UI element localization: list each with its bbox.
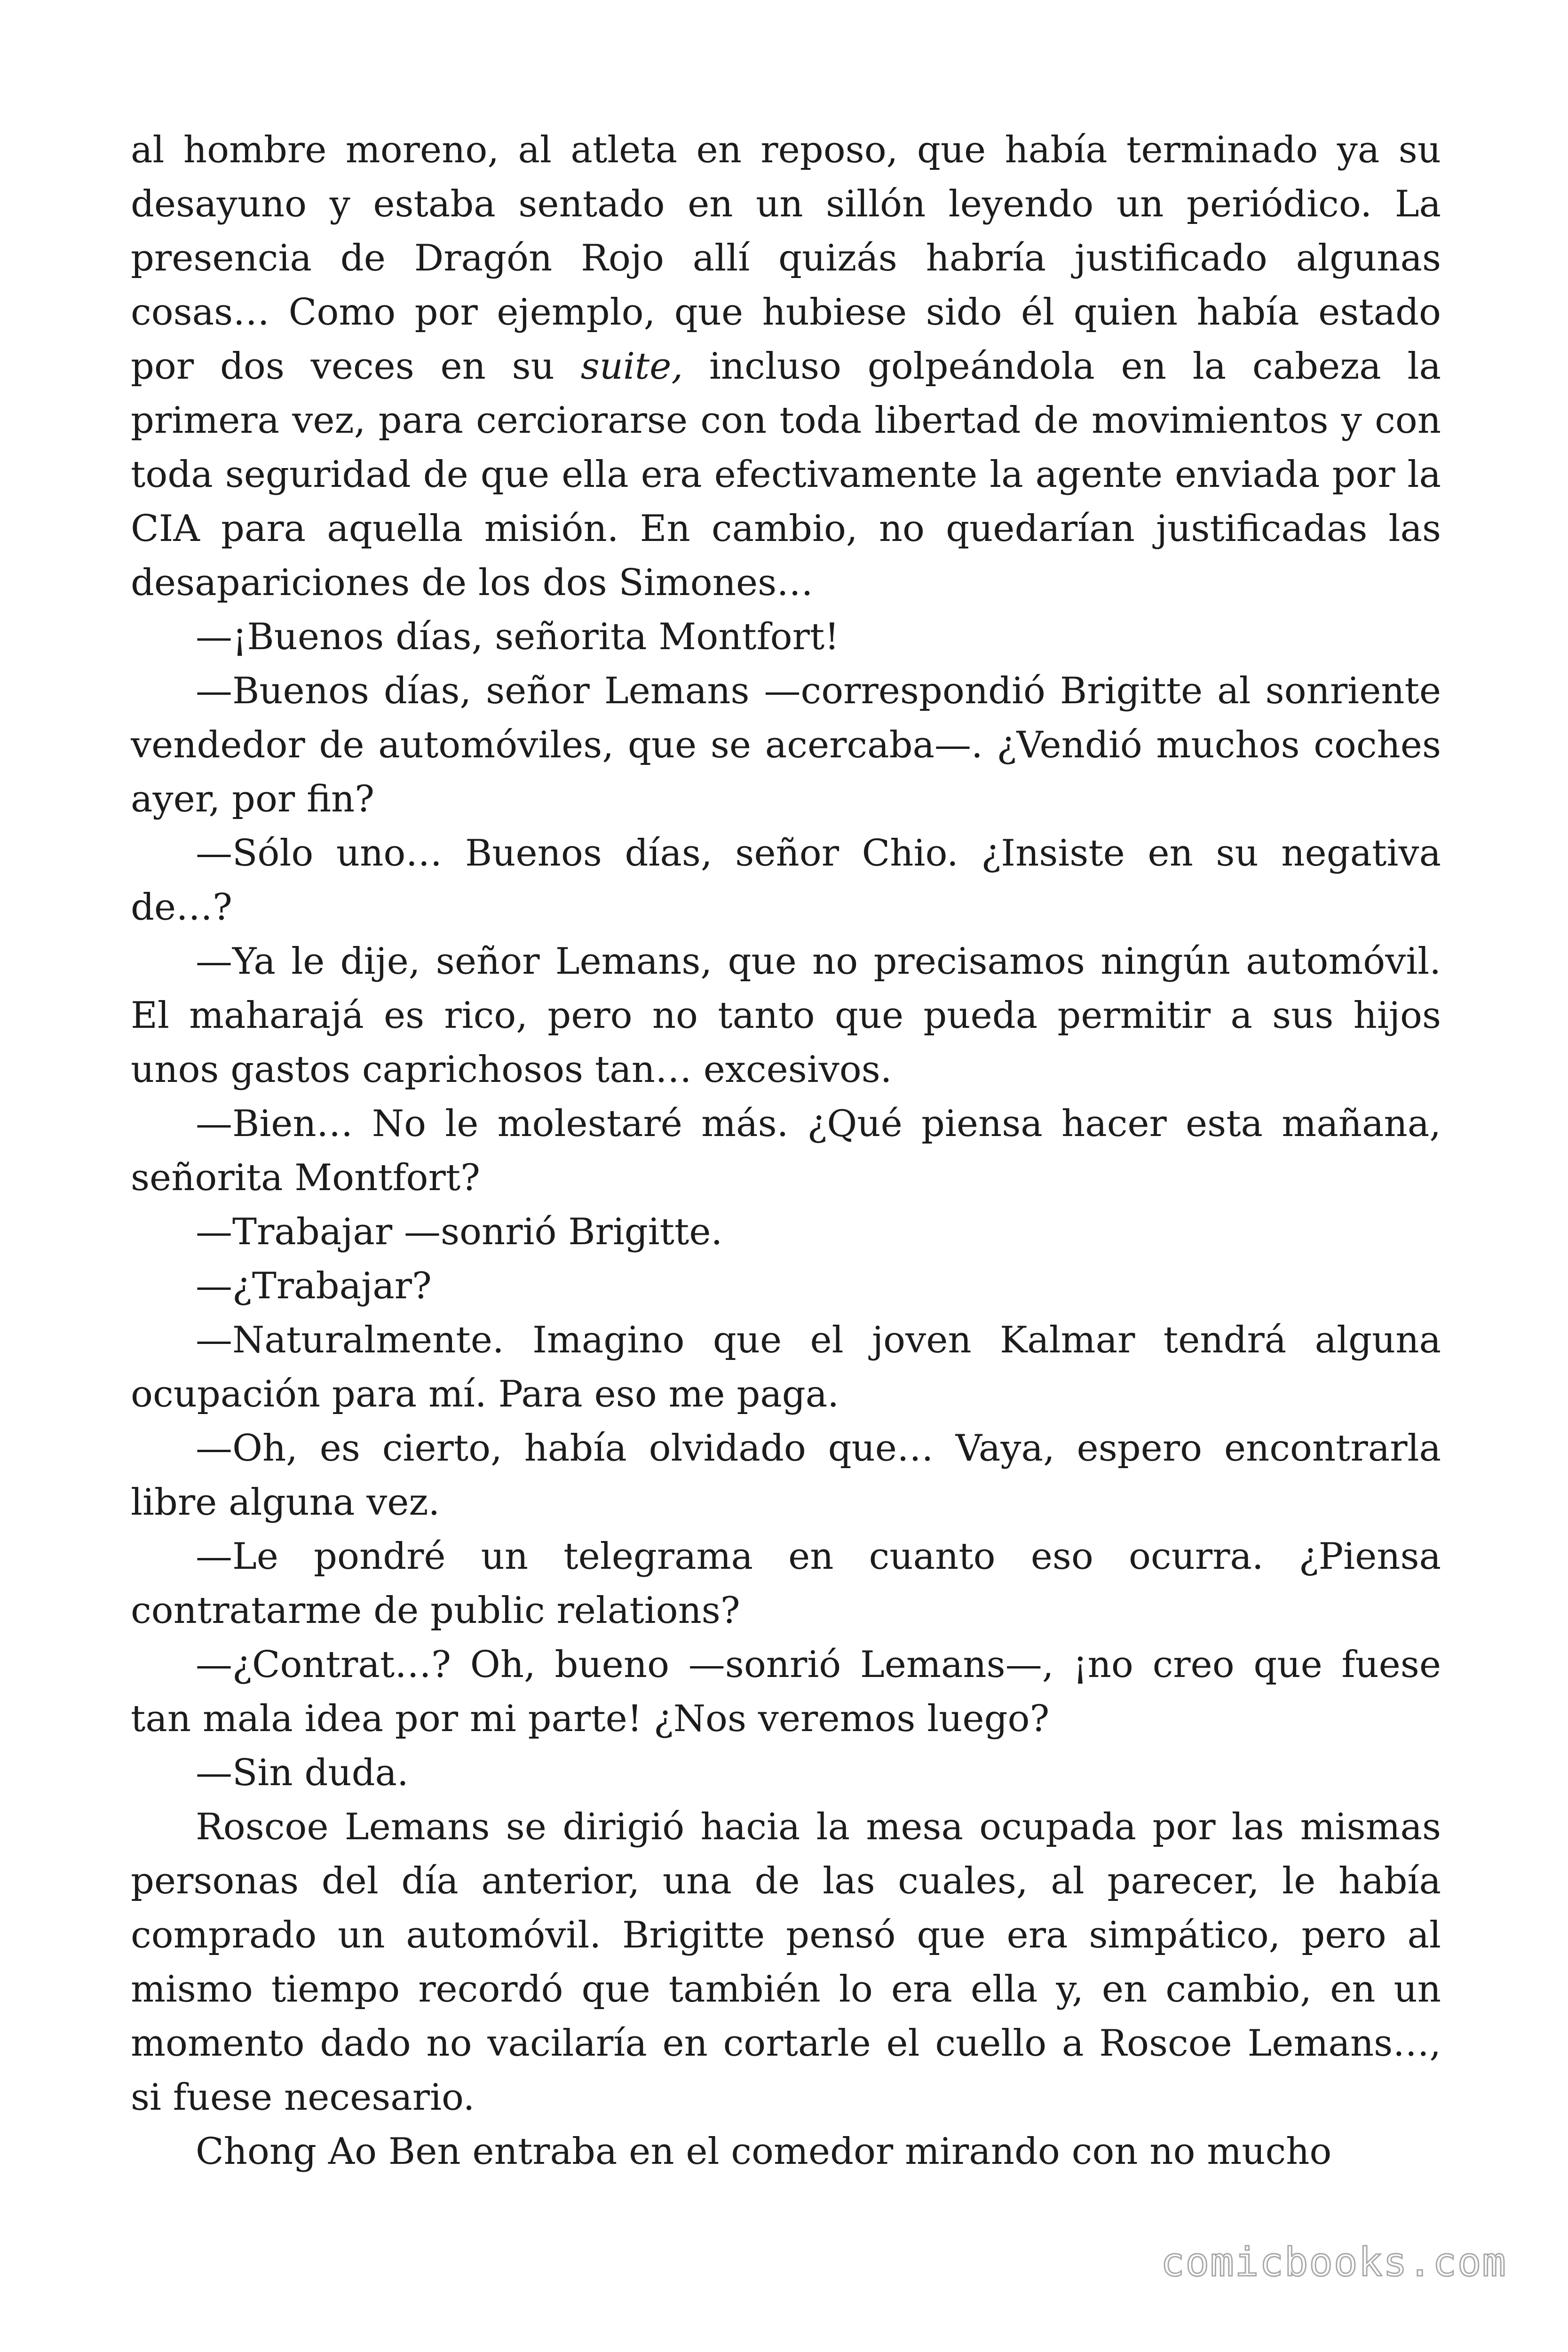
paragraph-1-text-cont: incluso golpeándola en la cabeza la primera vez, para cerciorarse con toda libertad de movimientos y con toda seguridad de que ella era efectivamente la agente enviada por la CIA para aquella misión. En cambio, no quedarían justificadas las desapariciones de los dos Simones…: [131, 345, 1441, 604]
paragraph-6: —Bien… No le molestaré más. ¿Qué piensa hacer esta mañana, señorita Montfort?: [131, 1103, 1441, 1199]
paragraph-8: —¿Trabajar?: [196, 1265, 432, 1307]
paragraph-10: —Oh, es cierto, había olvidado que… Vaya, espero encontrarla libre alguna vez.: [131, 1427, 1441, 1524]
paragraph-12: —¿Contrat…? Oh, bueno —sonrió Lemans—, ¡no creo que fuese tan mala idea por mi parte! ¿Nos veremos luego?: [131, 1644, 1441, 1740]
paragraph-13: —Sin duda.: [196, 1752, 409, 1794]
paragraph-4: —Sólo uno… Buenos días, señor Chio. ¿Insiste en su negativa de…?: [131, 832, 1441, 929]
paragraph-2: —¡Buenos días, señorita Montfort!: [196, 616, 839, 658]
italic-suite: suite,: [580, 345, 683, 388]
paragraph-1-text: al hombre moreno, al atleta en reposo, que había terminado ya su desayuno y estaba sentado en un sillón leyendo un periódico. La presencia de Dragón Rojo allí quizás habría justificado algunas cosas… Como por ejemplo, que hubiese sido él quien había estado por dos veces en su: [131, 129, 1441, 388]
paragraph-9: —Naturalmente. Imagino que el joven Kalmar tendrá alguna ocupación para mí. Para eso me paga.: [131, 1319, 1441, 1415]
watermark: comicbooks.com: [1160, 2239, 1507, 2285]
paragraph-1: [131, 123, 1441, 610]
paragraph-15: Chong Ao Ben entraba en el comedor mirando con no mucho: [196, 2130, 1332, 2173]
paragraph-14: Roscoe Lemans se dirigió hacia la mesa ocupada por las mismas personas del día anterior, una de las cuales, al parecer, le había comprado un automóvil. Brigitte pensó que era simpático, pero al mismo tiempo recordó que también lo era ella y, en cambio, en un momento dado no vacilaría en cortarle el cuello a Roscoe Lemans…, si fuese necesario.: [131, 1806, 1441, 2119]
paragraph-7: —Trabajar —sonrió Brigitte.: [196, 1211, 723, 1253]
book-page: [131, 123, 1441, 2179]
paragraph-11: —Le pondré un telegrama en cuanto eso ocurra. ¿Piensa contratarme de public relations?: [131, 1535, 1441, 1632]
paragraph-5: —Ya le dije, señor Lemans, que no precisamos ningún automóvil. El maharajá es rico, pero no tanto que pueda permitir a sus hijos unos gastos caprichosos tan… excesivos.: [131, 940, 1441, 1091]
paragraph-3: —Buenos días, señor Lemans —correspondió Brigitte al sonriente vendedor de automóviles, que se acercaba—. ¿Vendió muchos coches ayer, por fin?: [131, 670, 1441, 820]
